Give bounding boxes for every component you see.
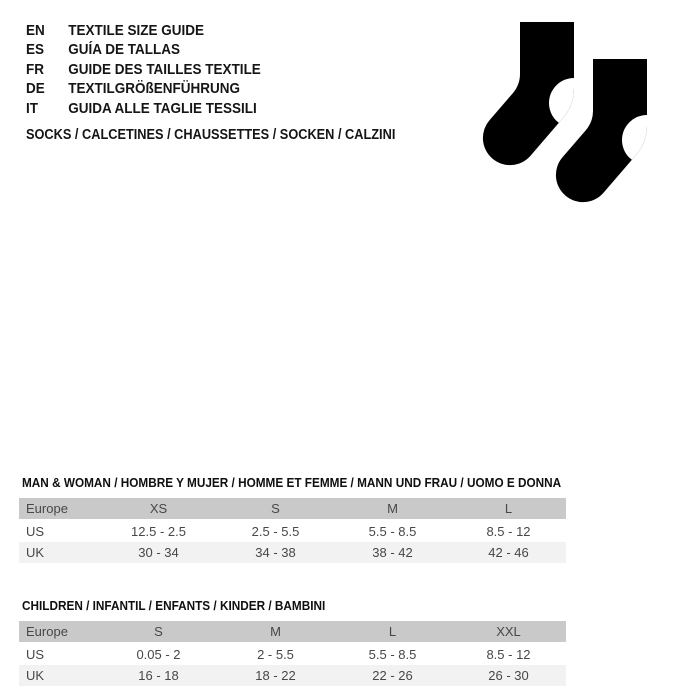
table-cell: 34 - 38: [255, 545, 296, 560]
language-code: ES: [26, 41, 45, 59]
table-title-children: CHILDREN / INFANTIL / ENFANTS / KINDER / BAMBINI: [22, 598, 326, 613]
table-cell: 30 - 34: [138, 545, 179, 560]
header-cell-region: Europe: [19, 498, 100, 520]
language-row-fr: [26, 60, 261, 79]
language-label: TEXTILE SIZE GUIDE: [68, 22, 205, 39]
table-cell: 38 - 42: [372, 545, 413, 560]
size-table-children-block: [19, 597, 566, 686]
table-header-row: [19, 498, 566, 520]
table-row-us: [19, 643, 566, 665]
table-cell: 0.05 - 2: [136, 647, 181, 662]
table-cell: 2.5 - 5.5: [251, 524, 300, 539]
sock-right: [556, 59, 672, 202]
sock-left: [483, 22, 599, 165]
language-code: DE: [26, 80, 45, 98]
language-label: GUIDA ALLE TAGLIE TESSILI: [68, 99, 257, 117]
table-cell: 5.5 - 8.5: [368, 524, 417, 539]
language-label: TEXTILGRÖßENFÜHRUNG: [68, 80, 241, 98]
table-cell: 5.5 - 8.5: [368, 647, 417, 662]
table-header-row: [19, 621, 566, 643]
table-cell: 8.5 - 12: [486, 524, 531, 539]
language-code: IT: [26, 99, 39, 117]
table-row-uk: [19, 665, 566, 686]
language-code: FR: [26, 60, 44, 78]
table-cell: 12.5 - 2.5: [131, 524, 186, 539]
header-cell-size: L: [451, 498, 566, 520]
language-list: [26, 21, 287, 118]
header-cell-size: M: [334, 498, 451, 520]
header-cell-size: M: [217, 621, 334, 643]
row-label: US: [26, 647, 45, 662]
language-label: GUÍA DE TALLAS: [68, 41, 181, 59]
row-label: UK: [26, 668, 45, 683]
language-row-de: [26, 79, 261, 98]
table-cell: 26 - 30: [488, 668, 529, 683]
table-cell: 16 - 18: [138, 668, 179, 683]
header-cell-region: Europe: [19, 621, 100, 643]
table-cell: 22 - 26: [372, 668, 413, 683]
header-cell-size: XXL: [451, 621, 566, 643]
category-line: SOCKS / CALCETINES / CHAUSSETTES / SOCKEN / CALZINI: [26, 127, 396, 143]
header-cell-size: S: [217, 498, 334, 520]
size-table-adult: [19, 498, 566, 563]
language-row-es: [26, 40, 261, 59]
table-cell: 18 - 22: [255, 668, 296, 683]
row-label: UK: [26, 545, 45, 560]
table-row-us: [19, 520, 566, 542]
table-title-adult: MAN & WOMAN / HOMBRE Y MUJER / HOMME ET FEMME / MANN UND FRAU / UOMO E DONNA: [22, 475, 562, 490]
table-cell: 2 - 5.5: [257, 647, 294, 662]
size-table-children: [19, 621, 566, 686]
table-row-uk: [19, 542, 566, 563]
language-row-it: [26, 99, 261, 118]
header-cell-size: L: [334, 621, 451, 643]
language-label: GUIDE DES TAILLES TEXTILE: [68, 60, 261, 78]
table-cell: 8.5 - 12: [486, 647, 531, 662]
size-table-adult-block: [19, 474, 566, 563]
language-row-en: [26, 21, 261, 40]
header-cell-size: S: [100, 621, 217, 643]
language-code: EN: [26, 22, 45, 39]
header-cell-size: XS: [100, 498, 217, 520]
table-cell: 42 - 46: [488, 545, 529, 560]
row-label: US: [26, 524, 45, 539]
